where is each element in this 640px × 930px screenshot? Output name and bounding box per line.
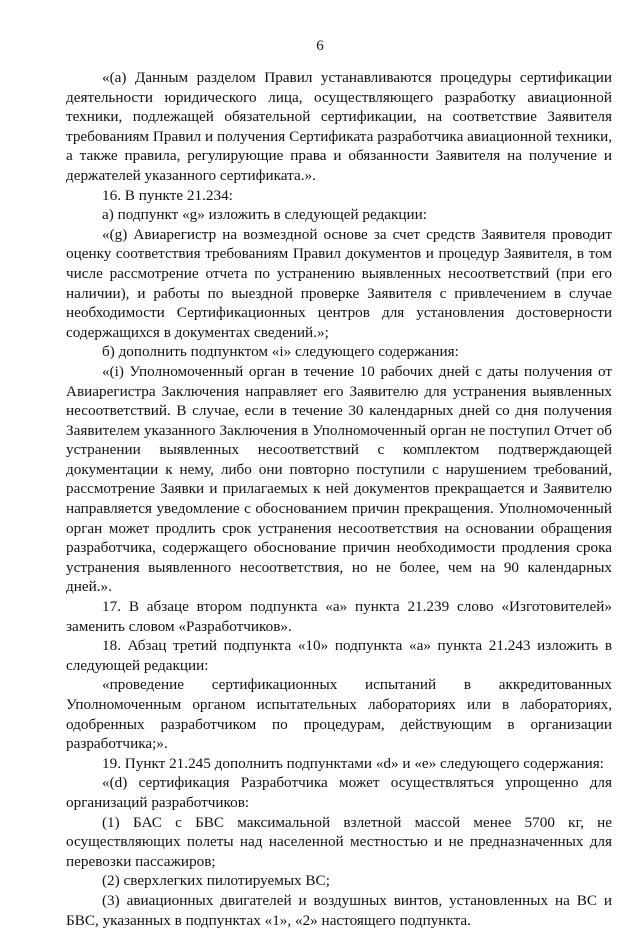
- paragraph-item-18: 18. Абзац третий подпункта «10» подпункта «а» пункта 21.243 изложить в следующей редакции:: [66, 637, 612, 674]
- page-number: 6: [316, 38, 324, 54]
- paragraph-item-16: 16. В пункте 21.234:: [102, 186, 233, 204]
- paragraph-clause-i: «(i) Уполномоченный орган в течение 10 рабочих дней с даты получения от Авиарегистра Заключения направляет его Заявителю для устранения выявленных несоответствий. В случае, если в течение 30 календарных дней со дня получения Заявителем указанного Заключения в Уполномоченный орган не поступил Отчет об устранении выявленных несоответствий с комплектом подтверждающей документации к нему, либо они повторно поступили с нарушением требований, рассмотрение Заявки и прилагаемых к ней документов прекращается и Заявителю направляется уведомление с обоснованием причин прекращения. Уполномоченный орган может продлить срок устранения несоответствия на основании обращения разработчика, содержащего обоснование причин необходимости продления срока устранения выявленного несоответствия, но не более, чем на 90 календарных дней.».: [66, 362, 612, 596]
- paragraph-subitem-a: а) подпункт «g» изложить в следующей редакции:: [102, 206, 427, 224]
- paragraph-clause-d-2: (2) сверхлегких пилотируемых ВС;: [102, 872, 330, 890]
- paragraph-item-17: 17. В абзаце втором подпункта «а» пункта 21.239 слово «Изготовителей» заменить словом «Разработчиков».: [66, 598, 612, 635]
- paragraph-clause-d-3: (3) авиационных двигателей и воздушных винтов, установленных на ВС и БВС, указанных в подпунктах «1», «2» настоящего подпункта.: [66, 891, 612, 929]
- paragraph-item-18-text: «проведение сертификационных испытаний в аккредитованных Уполномоченным органом испытательных лабораториях или в лабораториях, одобренных разработчиком по процедурам, действующим в организации разработчика;».: [66, 676, 612, 753]
- paragraph-clause-d-1: (1) БАС с БВС максимальной взлетной массой менее 5700 кг, не осуществляющих полеты над населенной местностью и не предназначенных для перевозки пассажиров;: [66, 813, 612, 870]
- paragraph-clause-g: «(g) Авиарегистр на возмездной основе за счет средств Заявителя проводит оценку соответствия требованиям Правил документов и процедур Заявителя, в том числе рассмотрение отчета по устранению выявленных несоответствий (при его наличии), и работы по выездной проверке Заявителя с привлечением в случае необходимости Сертификационных центров для установления достоверности содержащихся в документах сведений.»;: [66, 225, 612, 341]
- paragraph-section-intro: «(a) Данным разделом Правил устанавливаются процедуры сертификации деятельности юридического лица, осуществляющего разработку авиационной техники, подлежащей обязательной сертификации, на соответствие Заявителя требованиям Правил и получения Сертификата разработчика авиационной техники, а также правила, регулирующие права и обязанности Заявителя на получение и держателей указанного сертификата.».: [66, 69, 612, 184]
- document-body: [66, 68, 612, 930]
- paragraph-item-19: 19. Пункт 21.245 дополнить подпунктами «d» и «е» следующего содержания:: [102, 754, 604, 772]
- paragraph-clause-d: «(d) сертификация Разработчика может осуществляться упрощенно для организаций разработчиков:: [66, 774, 612, 811]
- paragraph-subitem-b: б) дополнить подпунктом «i» следующего содержания:: [102, 343, 459, 361]
